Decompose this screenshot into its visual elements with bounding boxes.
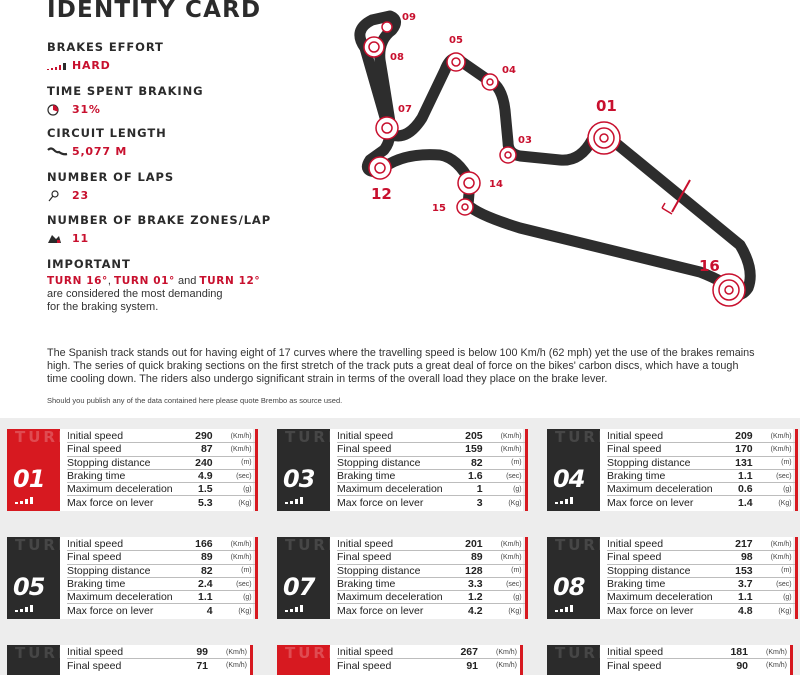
row-label: Final speed [67, 443, 122, 456]
table-row [337, 538, 525, 551]
brake-caliper-icon [47, 233, 69, 245]
row-unit: (Km/h) [770, 445, 792, 453]
row-unit: (Km/h) [230, 553, 252, 561]
stat-label: TIME SPENT BRAKING [47, 84, 204, 98]
row-unit: (sec) [506, 472, 522, 480]
table-row [337, 470, 525, 483]
table-row [337, 443, 525, 456]
card-accent-line [520, 645, 523, 675]
table-row [67, 443, 255, 456]
table-row [67, 565, 255, 578]
stat-label: NUMBER OF BRAKE ZONES/LAP [47, 213, 272, 227]
row-value: 159 [465, 443, 483, 456]
row-label: Final speed [67, 659, 122, 672]
table-row [607, 551, 795, 564]
row-value: 3.7 [738, 578, 753, 591]
card-accent-line [795, 537, 798, 619]
stat-value: 23 [72, 189, 89, 202]
stat-laps [47, 170, 174, 202]
row-value: 91 [466, 659, 478, 672]
turn-word: TURN [555, 536, 614, 554]
lap-loop-icon [47, 190, 69, 202]
row-value: 90 [736, 659, 748, 672]
turn-card [277, 645, 523, 675]
table-row [607, 470, 795, 483]
row-unit: (Kg) [238, 499, 252, 507]
turn-data-table [330, 429, 525, 511]
stat-brake-zones [47, 213, 271, 245]
row-value: 131 [735, 456, 753, 469]
row-label: Final speed [337, 659, 392, 672]
turn-word: TURN [285, 428, 344, 446]
turn-badge [7, 428, 74, 511]
row-value: 3 [476, 497, 483, 510]
row-label: Initial speed [337, 430, 394, 443]
table-row [337, 604, 525, 617]
important-section: IMPORTANT TURN 16°, TURN 01° and TURN 12° are considered the most demanding for the braking system. [47, 257, 261, 313]
row-unit: (Km/h) [230, 445, 252, 453]
row-label: Max force on lever [67, 497, 154, 510]
row-label: Maximum deceleration [607, 483, 713, 496]
turn-word: TURN [555, 644, 614, 662]
row-unit: (Km/h) [230, 432, 252, 440]
track-map [300, 0, 800, 330]
turn-badge [277, 536, 344, 619]
row-value: 98 [740, 551, 753, 564]
pie-chart-icon [47, 104, 69, 116]
table-row [607, 496, 795, 509]
row-value: 153 [735, 564, 753, 577]
turn-word: TURN [285, 644, 344, 662]
row-unit: (Km/h) [766, 648, 787, 656]
track-label-03: 03 [518, 135, 532, 146]
turn-word: TURN [15, 644, 74, 662]
effort-bars-icon [285, 496, 303, 504]
row-unit: (m) [241, 567, 252, 575]
track-shape-icon [47, 146, 69, 158]
track-label-14: 14 [489, 179, 503, 190]
turn-number: 08 [553, 573, 585, 601]
row-unit: (g) [243, 485, 252, 493]
row-label: Braking time [337, 470, 396, 483]
table-row [607, 591, 795, 604]
row-value: 1.4 [738, 497, 753, 510]
source-note: Should you publish any of the data contained here please quote Brembo as source used. [47, 396, 343, 405]
table-row [607, 659, 790, 672]
turn-data-table [60, 429, 255, 511]
turn-badge [547, 428, 614, 511]
row-unit: (m) [511, 567, 522, 575]
track-label-05: 05 [449, 35, 463, 46]
table-row [607, 565, 795, 578]
row-unit: (Kg) [778, 607, 792, 615]
row-label: Stopping distance [607, 564, 691, 577]
row-unit: (Km/h) [766, 662, 787, 670]
table-row [67, 604, 255, 617]
row-label: Final speed [67, 551, 122, 564]
track-label-15: 15 [432, 203, 446, 214]
turn-data-table [600, 537, 795, 619]
row-unit: (Kg) [508, 607, 522, 615]
row-label: Maximum deceleration [607, 591, 713, 604]
row-label: Initial speed [607, 538, 664, 551]
row-label: Braking time [67, 578, 126, 591]
row-label: Maximum deceleration [337, 483, 443, 496]
row-unit: (m) [781, 567, 792, 575]
row-unit: (Kg) [778, 499, 792, 507]
turn-number: 05 [13, 573, 45, 601]
card-accent-line [790, 645, 793, 675]
row-label: Max force on lever [337, 605, 424, 618]
turn-card [7, 429, 253, 511]
turn-card [547, 429, 793, 511]
table-row [337, 496, 525, 509]
row-unit: (Km/h) [226, 648, 247, 656]
row-label: Initial speed [67, 538, 124, 551]
row-value: 128 [465, 564, 483, 577]
track-label-12: 12 [371, 185, 392, 203]
row-label: Max force on lever [337, 497, 424, 510]
track-outline [360, 16, 750, 295]
row-label: Stopping distance [607, 456, 691, 469]
effort-bars-icon [47, 60, 69, 72]
table-row [67, 551, 255, 564]
row-value: 1 [476, 483, 483, 496]
turn-badge [547, 536, 614, 619]
table-row [337, 591, 525, 604]
turn-number: 07 [283, 573, 315, 601]
row-value: 205 [465, 430, 483, 443]
turn-word: TURN [285, 536, 344, 554]
important-turn-12: TURN 12 [199, 275, 255, 287]
table-row [607, 430, 795, 443]
row-label: Stopping distance [337, 564, 421, 577]
row-label: Final speed [337, 443, 392, 456]
row-value: 4.8 [738, 605, 753, 618]
row-value: 0.6 [738, 483, 753, 496]
row-value: 166 [195, 538, 213, 551]
table-row [67, 457, 255, 470]
row-unit: (Km/h) [500, 540, 522, 548]
turn-card [277, 429, 523, 511]
row-label: Initial speed [337, 646, 394, 659]
track-label-16: 16 [699, 257, 720, 275]
card-accent-line [525, 537, 528, 619]
effort-bars-icon [15, 496, 33, 504]
table-row [337, 565, 525, 578]
turn-card [7, 537, 253, 619]
stat-value: 11 [72, 232, 89, 245]
row-unit: (Km/h) [500, 553, 522, 561]
stat-value: 5,077 M [72, 145, 128, 158]
table-row [607, 483, 795, 496]
row-value: 82 [470, 456, 483, 469]
row-value: 2.4 [198, 578, 213, 591]
row-unit: (m) [511, 459, 522, 467]
turn-number: 03 [283, 465, 315, 493]
table-row [607, 443, 795, 456]
table-row [67, 430, 255, 443]
stat-label: BRAKES EFFORT [47, 40, 164, 54]
turn-number: 01 [13, 465, 45, 493]
effort-bars-icon [285, 604, 303, 612]
important-label: IMPORTANT [47, 257, 131, 271]
row-unit: (Kg) [238, 607, 252, 615]
row-value: 267 [460, 646, 478, 659]
turn-card [547, 645, 793, 675]
row-value: 170 [735, 443, 753, 456]
row-unit: (sec) [776, 580, 792, 588]
row-value: 1.1 [738, 470, 753, 483]
table-row [607, 646, 790, 659]
row-label: Stopping distance [337, 456, 421, 469]
row-unit: (Km/h) [496, 648, 517, 656]
row-value: 99 [196, 646, 208, 659]
row-value: 5.3 [198, 497, 213, 510]
row-unit: (Km/h) [500, 445, 522, 453]
table-row [67, 578, 255, 591]
turn-card [547, 537, 793, 619]
turn-word: TURN [555, 428, 614, 446]
row-label: Max force on lever [67, 605, 154, 618]
row-value: 1.1 [198, 591, 213, 604]
row-label: Final speed [337, 551, 392, 564]
table-row [337, 457, 525, 470]
row-label: Initial speed [67, 646, 124, 659]
row-value: 1.2 [468, 591, 483, 604]
stat-value: 31% [72, 103, 101, 116]
row-label: Maximum deceleration [67, 483, 173, 496]
row-unit: (sec) [506, 580, 522, 588]
row-label: Final speed [607, 551, 662, 564]
turn-word: TURN [15, 536, 74, 554]
row-unit: (sec) [236, 580, 252, 588]
row-value: 82 [200, 564, 213, 577]
row-unit: (g) [513, 485, 522, 493]
turn-badge [277, 644, 344, 675]
table-row [337, 578, 525, 591]
row-value: 290 [195, 430, 213, 443]
row-unit: (Km/h) [770, 432, 792, 440]
row-unit: (g) [243, 593, 252, 601]
row-label: Max force on lever [607, 497, 694, 510]
direction-arrow-icon [662, 203, 672, 214]
turn-data-table [600, 429, 795, 511]
row-label: Braking time [337, 578, 396, 591]
row-unit: (Km/h) [770, 540, 792, 548]
effort-bars-icon [555, 496, 573, 504]
table-row [67, 538, 255, 551]
row-unit: (g) [783, 485, 792, 493]
table-row [67, 646, 250, 659]
row-unit: (sec) [236, 472, 252, 480]
row-label: Braking time [607, 578, 666, 591]
track-label-01: 01 [596, 97, 617, 115]
turn-data-table [330, 645, 520, 675]
track-label-09: 09 [402, 12, 416, 23]
row-value: 1.5 [198, 483, 213, 496]
card-accent-line [255, 429, 258, 511]
turn-badge [547, 644, 614, 675]
card-accent-line [525, 429, 528, 511]
row-label: Final speed [607, 659, 662, 672]
table-row [607, 457, 795, 470]
turn-badge [277, 428, 344, 511]
row-value: 181 [730, 646, 748, 659]
table-row [607, 578, 795, 591]
row-label: Maximum deceleration [337, 591, 443, 604]
row-unit: (Km/h) [496, 662, 517, 670]
table-row [607, 538, 795, 551]
track-label-07: 07 [398, 104, 412, 115]
card-accent-line [250, 645, 253, 675]
table-row [337, 646, 520, 659]
row-label: Maximum deceleration [67, 591, 173, 604]
row-value: 209 [735, 430, 753, 443]
circuit-description: The Spanish track stands out for having eight of 17 curves where the travelling speed is below 100 Km/h (62 mph) yet the use of the brakes remains high. The series of quick braking sections on the first stretch of the track puts a great deal of force on the bikes' carbon discs, which have a tough time cooling down. The riders also undergo significant strain in terms of the overall load they place on the brake lever. [47, 347, 755, 386]
table-row [67, 659, 250, 672]
row-value: 87 [200, 443, 213, 456]
turn-badge [7, 536, 74, 619]
row-unit: (g) [783, 593, 792, 601]
table-row [337, 659, 520, 672]
card-accent-line [795, 429, 798, 511]
table-row [67, 470, 255, 483]
row-label: Braking time [607, 470, 666, 483]
row-label: Max force on lever [607, 605, 694, 618]
turn-data-table [60, 645, 250, 675]
row-value: 89 [470, 551, 483, 564]
table-row [67, 496, 255, 509]
row-label: Braking time [67, 470, 126, 483]
turn-number: 04 [553, 465, 585, 493]
stat-label: NUMBER OF LAPS [47, 170, 175, 184]
row-label: Final speed [607, 443, 662, 456]
stat-time-braking [47, 84, 203, 116]
table-row [607, 604, 795, 617]
track-label-08: 08 [390, 52, 404, 63]
row-label: Initial speed [67, 430, 124, 443]
track-label-04: 04 [502, 65, 516, 76]
row-value: 89 [200, 551, 213, 564]
row-unit: (m) [241, 459, 252, 467]
effort-bars-icon [15, 604, 33, 612]
row-unit: (Km/h) [500, 432, 522, 440]
row-unit: (Kg) [508, 499, 522, 507]
row-label: Stopping distance [67, 564, 151, 577]
table-row [337, 430, 525, 443]
important-turn-16: TURN 16 [47, 275, 103, 287]
card-accent-line [255, 537, 258, 619]
table-row [337, 551, 525, 564]
row-unit: (Km/h) [226, 662, 247, 670]
row-unit: (m) [781, 459, 792, 467]
turn-badge [7, 644, 74, 675]
turn-data-table [600, 645, 790, 675]
turn-card [7, 645, 253, 675]
stat-brakes-effort [47, 40, 164, 72]
row-value: 240 [195, 456, 213, 469]
table-row [67, 483, 255, 496]
row-label: Initial speed [607, 646, 664, 659]
row-unit: (Km/h) [770, 553, 792, 561]
row-label: Stopping distance [67, 456, 151, 469]
turn-data-table [330, 537, 525, 619]
table-row [337, 483, 525, 496]
row-unit: (g) [513, 593, 522, 601]
row-value: 1.6 [468, 470, 483, 483]
row-value: 217 [735, 538, 753, 551]
row-value: 3.3 [468, 578, 483, 591]
stat-label: CIRCUIT LENGTH [47, 126, 167, 140]
row-value: 4.9 [198, 470, 213, 483]
page-title: IDENTITY CARD [47, 0, 262, 23]
turn-data-table [60, 537, 255, 619]
table-row [67, 591, 255, 604]
row-value: 4 [206, 605, 213, 618]
row-value: 71 [196, 659, 208, 672]
effort-bars-icon [555, 604, 573, 612]
stat-value: HARD [72, 59, 111, 72]
row-value: 201 [465, 538, 483, 551]
row-label: Initial speed [337, 538, 394, 551]
important-turn-01: TURN 01 [114, 275, 170, 287]
row-unit: (sec) [776, 472, 792, 480]
row-value: 4.2 [468, 605, 483, 618]
stat-circuit-length [47, 126, 167, 158]
row-value: 1.1 [738, 591, 753, 604]
turn-word: TURN [15, 428, 74, 446]
row-unit: (Km/h) [230, 540, 252, 548]
turn-card [277, 537, 523, 619]
row-label: Initial speed [607, 430, 664, 443]
